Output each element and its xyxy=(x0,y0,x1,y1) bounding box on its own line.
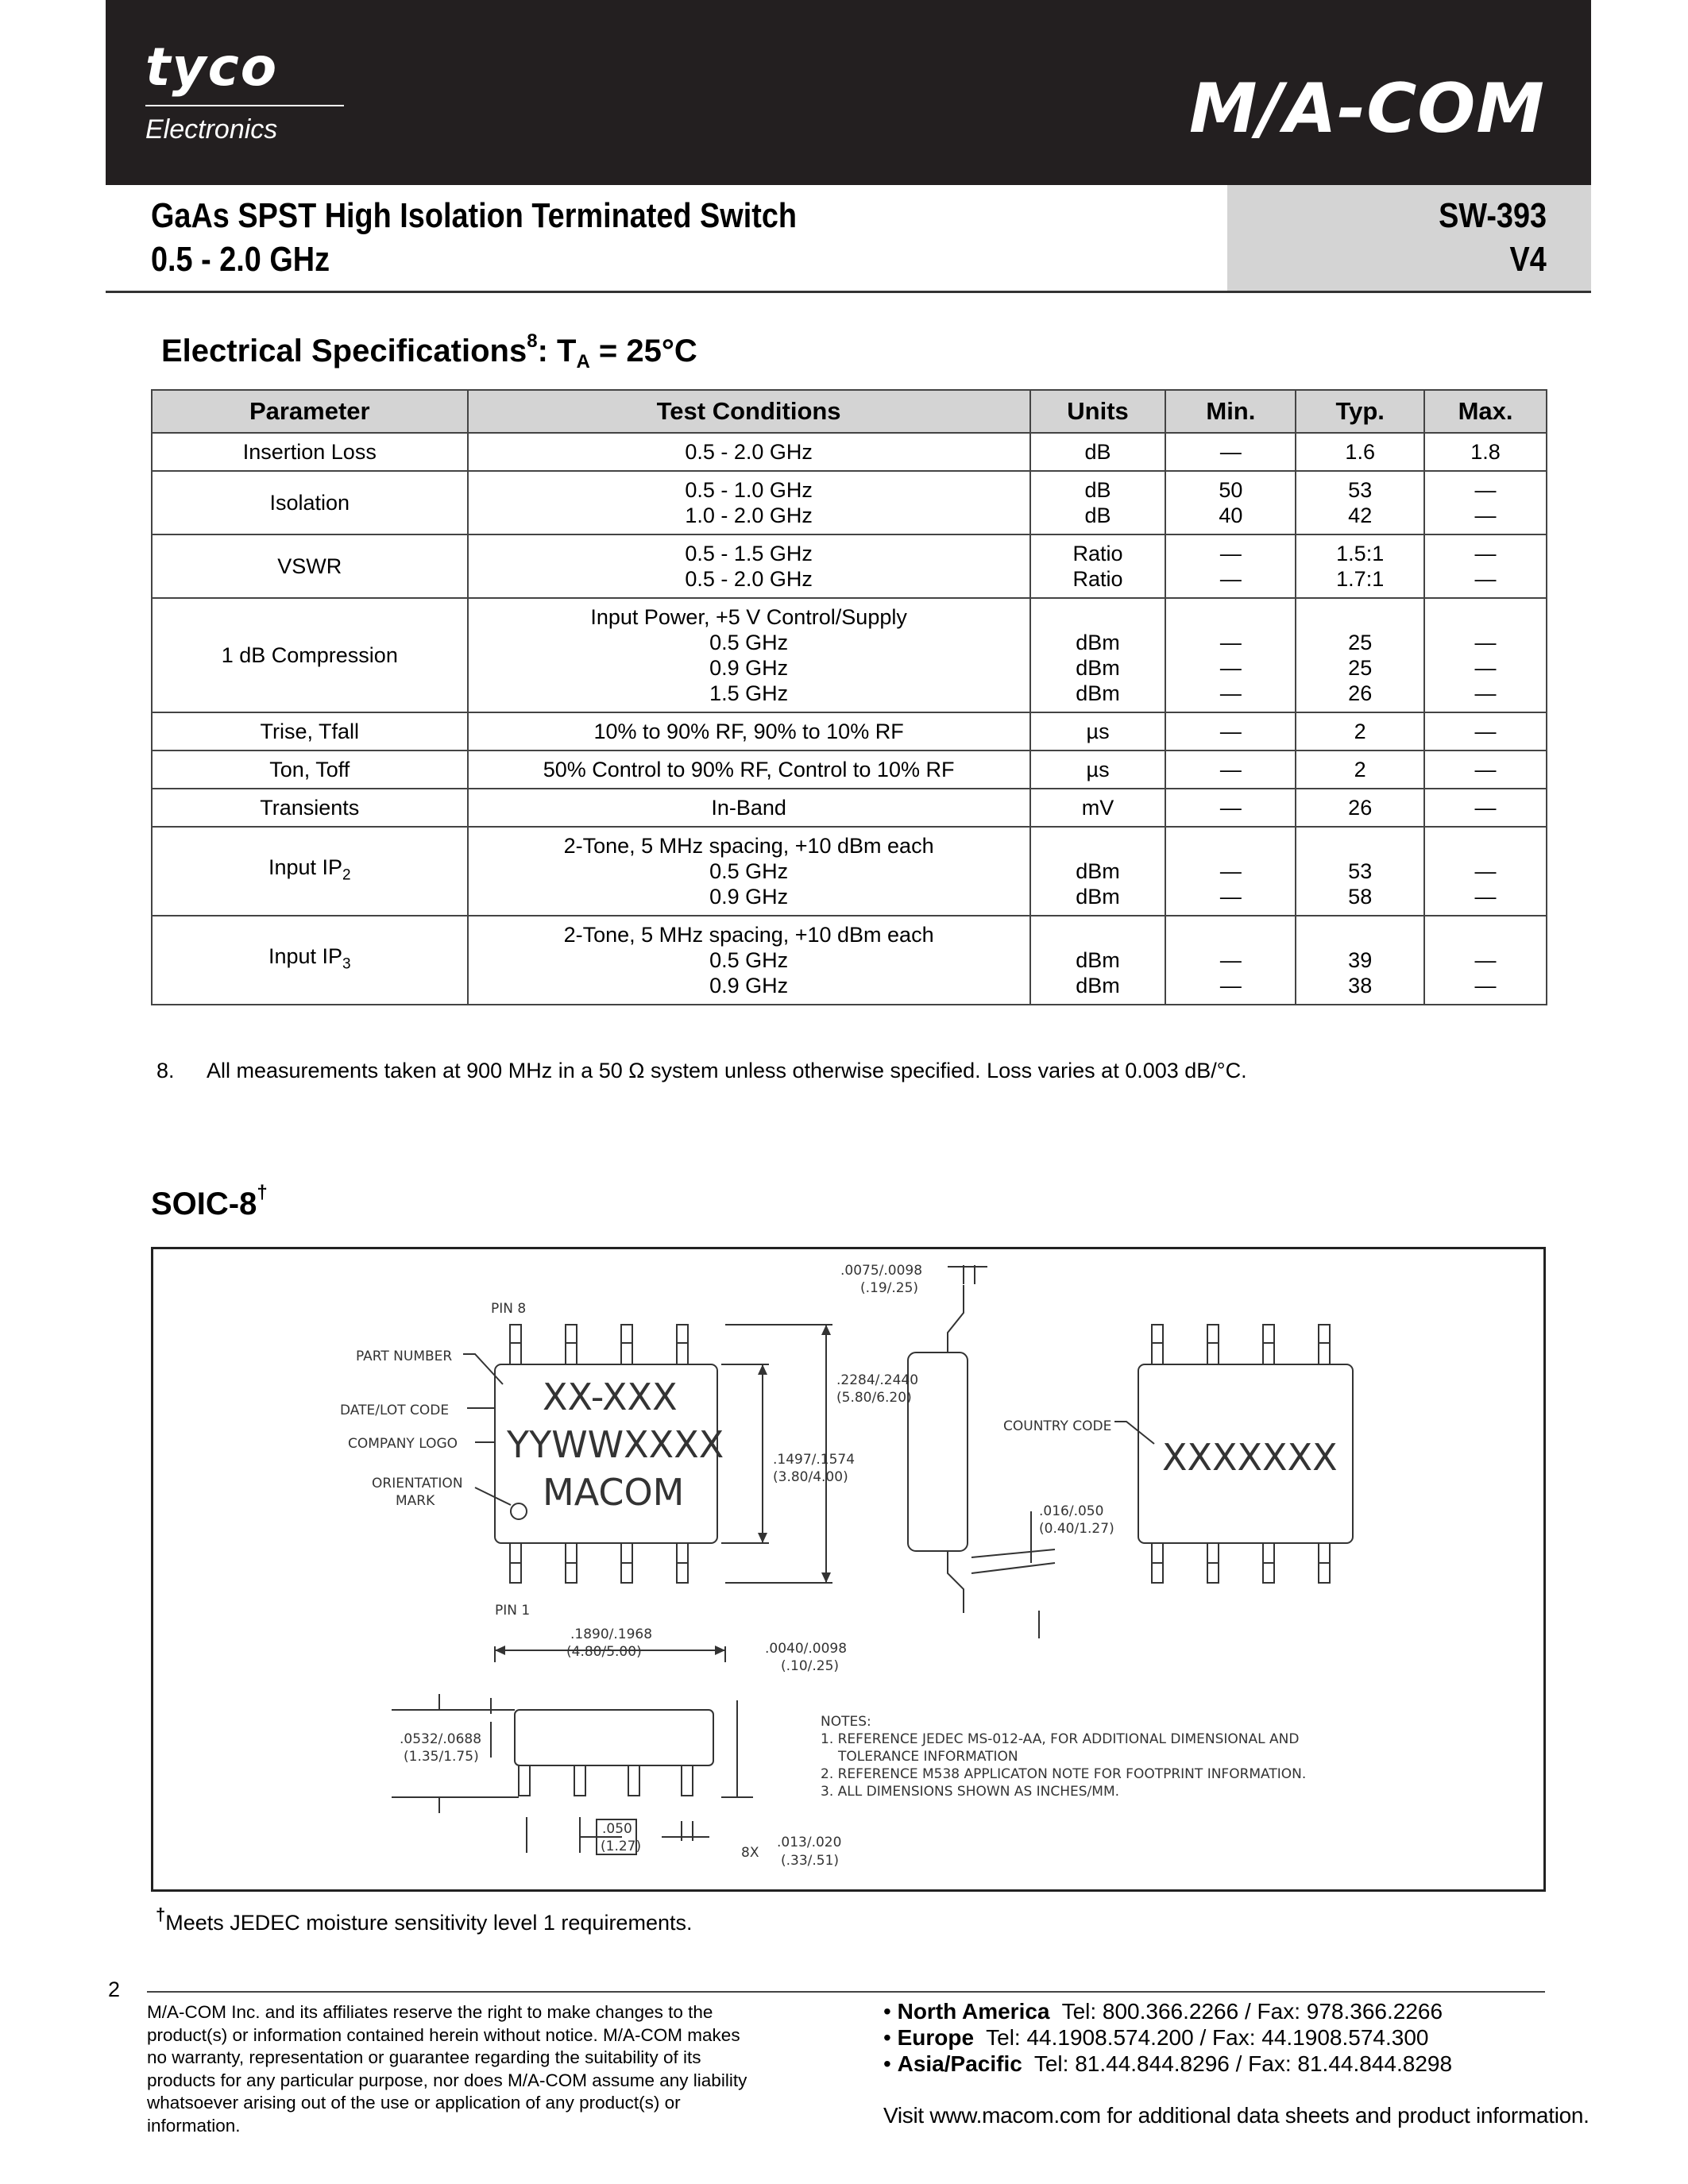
note-2: 2. REFERENCE M538 APPLICATON NOTE FOR FOOTPRINT INFORMATION. xyxy=(821,1766,1307,1782)
spec-units: µs xyxy=(1030,712,1166,751)
note-1-cont: TOLERANCE INFORMATION xyxy=(838,1749,1018,1765)
region-europe: • Europe Tel: 44.1908.574.200 / Fax: 44.1908.574.300 xyxy=(883,2025,1429,2050)
spec-units: µs xyxy=(1030,751,1166,789)
spec-cond: 10% to 90% RF, 90% to 10% RF xyxy=(468,712,1030,751)
spec-typ: 2 xyxy=(1296,712,1424,751)
date-lot-label: DATE/LOT CODE xyxy=(340,1403,450,1418)
dim-standoff-mm: (.10/.25) xyxy=(781,1658,840,1674)
spec-max: — xyxy=(1424,789,1547,827)
spec-parameter: 1 dB Compression xyxy=(152,598,468,712)
dim-lead-thk-in: .0075/.0098 xyxy=(840,1263,923,1279)
spec-cond: Input Power, +5 V Control/Supply 0.5 GHz 0.9 GHz 1.5 GHz xyxy=(468,598,1030,712)
spec-table xyxy=(151,389,1547,1005)
spec-units: dB dB xyxy=(1030,471,1166,534)
orientation-label: ORIENTATION xyxy=(372,1476,463,1491)
spec-min: — xyxy=(1165,433,1296,471)
spec-typ: 2 xyxy=(1296,751,1424,789)
spec-parameter: VSWR xyxy=(152,534,468,598)
package-drawing xyxy=(151,1247,1546,1892)
orientation-mark xyxy=(511,1503,527,1519)
spec-max: — — xyxy=(1424,827,1547,916)
dim-pitch-in: .050 xyxy=(602,1821,632,1837)
spec-units: Ratio Ratio xyxy=(1030,534,1166,598)
pin1-label: PIN 1 xyxy=(495,1603,531,1619)
footnote-number: 8. xyxy=(156,1059,175,1082)
marking-date-lot: YYWWXXXX xyxy=(507,1423,724,1466)
heading-footnote-ref: 8 xyxy=(527,330,538,352)
package-outline-drawing xyxy=(153,1249,1543,1889)
dagger-mark: † xyxy=(257,1182,268,1203)
spec-typ: 53 58 xyxy=(1296,827,1424,916)
col-header: Typ. xyxy=(1296,390,1424,433)
spec-row xyxy=(152,916,1547,1005)
dim-span-in: .2284/.2440 xyxy=(836,1372,919,1388)
dim-lead-w-in: .013/.020 xyxy=(777,1835,842,1850)
spec-min: — — xyxy=(1165,534,1296,598)
spec-max: 1.8 xyxy=(1424,433,1547,471)
eight-x-label: 8X xyxy=(741,1845,759,1861)
spec-min: — xyxy=(1165,789,1296,827)
spec-heading: Electrical Specifications$^8$: $T_A = 25^\circ C$ xyxy=(161,330,697,372)
spec-units: dBm dBm xyxy=(1030,827,1166,916)
spec-typ: 25 25 26 xyxy=(1296,598,1424,712)
spec-row xyxy=(152,471,1547,534)
note-1: 1. REFERENCE JEDEC MS-012-AA, FOR ADDITIONAL DIMENSIONAL AND xyxy=(821,1731,1300,1747)
part-number-label: PART NUMBER xyxy=(356,1349,453,1364)
tyco-rule xyxy=(145,105,344,106)
spec-min: — xyxy=(1165,712,1296,751)
spec-cond: 50% Control to 90% RF, Control to 10% RF xyxy=(468,751,1030,789)
spec-max: — — — xyxy=(1424,598,1547,712)
title-divider xyxy=(106,291,1591,293)
spec-cond: In-Band xyxy=(468,789,1030,827)
country-code-label: COUNTRY CODE xyxy=(1003,1418,1112,1434)
dim-lead-thk-mm: (.19/.25) xyxy=(860,1280,919,1296)
tyco-wordmark: tyco xyxy=(145,37,279,98)
spec-typ: 39 38 xyxy=(1296,916,1424,1005)
pin8-label: PIN 8 xyxy=(491,1301,527,1317)
company-logo-label: COMPANY LOGO xyxy=(348,1436,458,1452)
region-north-america: • North America Tel: 800.366.2266 / Fax: 978.366.2266 xyxy=(883,1999,1443,2024)
part-number: SW-393 xyxy=(1439,196,1547,235)
spec-typ: 1.6 xyxy=(1296,433,1424,471)
orientation-mark-label: MARK xyxy=(396,1493,435,1509)
spec-units: mV xyxy=(1030,789,1166,827)
col-header: Parameter xyxy=(152,390,468,433)
front-view-body xyxy=(515,1710,713,1765)
spec-parameter: Transients xyxy=(152,789,468,827)
spec-cond: 0.5 - 2.0 GHz xyxy=(468,433,1030,471)
spec-units: dBm dBm dBm xyxy=(1030,598,1166,712)
marking-part-number: XX-XXX xyxy=(543,1376,678,1418)
tyco-logo xyxy=(145,37,352,145)
dim-height-mm: (1.35/1.75) xyxy=(404,1749,479,1765)
spec-parameter: Isolation xyxy=(152,471,468,534)
spec-cond: 0.5 - 1.5 GHz 0.5 - 2.0 GHz xyxy=(468,534,1030,598)
marking-company: MACOM xyxy=(543,1471,685,1514)
macom-logo: M/A-COM xyxy=(1188,69,1545,149)
spec-max: — — xyxy=(1424,916,1547,1005)
dim-len-mm: (4.80/5.00) xyxy=(566,1644,642,1660)
frequency-range: 0.5 - 2.0 GHz xyxy=(151,240,330,279)
dim-span-mm: (5.80/6.20) xyxy=(836,1390,912,1406)
dim-height-in: .0532/.0688 xyxy=(400,1731,482,1747)
country-marking: XXXXXXX xyxy=(1162,1436,1338,1479)
dim-body-in: .1497/.1574 xyxy=(773,1452,856,1468)
dim-foot-in: .016/.050 xyxy=(1039,1503,1104,1519)
spec-typ: 53 42 xyxy=(1296,471,1424,534)
spec-row xyxy=(152,433,1547,471)
page-number: 2 xyxy=(108,1978,121,2001)
jedec-note: †Meets JEDEC moisture sensitivity level 1 requirements. xyxy=(156,1904,693,1935)
spec-min: — — xyxy=(1165,916,1296,1005)
spec-row xyxy=(152,534,1547,598)
document-title: GaAs SPST High Isolation Terminated Switch xyxy=(151,196,797,235)
spec-cond: 2-Tone, 5 MHz spacing, +10 dBm each 0.5 GHz 0.9 GHz xyxy=(468,827,1030,916)
dim-foot-mm: (0.40/1.27) xyxy=(1039,1521,1114,1537)
footnote-text: All measurements taken at 900 MHz in a 50 Ω system unless otherwise specified. Loss varies at 0.003 dB/°C. xyxy=(207,1059,1247,1082)
package-heading: SOIC-8† xyxy=(151,1182,268,1221)
spec-row xyxy=(152,789,1547,827)
regional-contacts xyxy=(883,1998,1452,2077)
spec-min: — xyxy=(1165,751,1296,789)
spec-row xyxy=(152,712,1547,751)
note-3: 3. ALL DIMENSIONS SHOWN AS INCHES/MM. xyxy=(821,1784,1120,1800)
tyco-subtitle: Electronics xyxy=(145,114,278,145)
spec-cond: 2-Tone, 5 MHz spacing, +10 dBm each 0.5 GHz 0.9 GHz xyxy=(468,916,1030,1005)
footer-divider xyxy=(147,1991,1545,1993)
spec-row xyxy=(152,598,1547,712)
spec-parameter: Ton, Toff xyxy=(152,751,468,789)
dim-len-in: .1890/.1968 xyxy=(570,1626,653,1642)
dim-standoff-in: .0040/.0098 xyxy=(765,1641,848,1657)
col-header: Units xyxy=(1030,390,1166,433)
spec-max: — — xyxy=(1424,471,1547,534)
visit-website-link[interactable]: Visit www.macom.com for additional data sheets and product information. xyxy=(883,2103,1590,2128)
document-version: V4 xyxy=(1509,240,1547,279)
dim-body-mm: (3.80/4.00) xyxy=(773,1469,848,1485)
spec-min: — — xyxy=(1165,827,1296,916)
notes-title: NOTES: xyxy=(821,1714,871,1730)
spec-cond: 0.5 - 1.0 GHz 1.0 - 2.0 GHz xyxy=(468,471,1030,534)
spec-min: — — — xyxy=(1165,598,1296,712)
dim-pitch-mm: (1.27) xyxy=(601,1839,642,1854)
spec-parameter: Insertion Loss xyxy=(152,433,468,471)
spec-typ: 1.5:1 1.7:1 xyxy=(1296,534,1424,598)
spec-max: — — xyxy=(1424,534,1547,598)
spec-row xyxy=(152,751,1547,789)
spec-max: — xyxy=(1424,751,1547,789)
region-asia-pacific: • Asia/Pacific Tel: 81.44.844.8296 / Fax: 81.44.844.8298 xyxy=(883,2051,1453,2076)
spec-max: — xyxy=(1424,712,1547,751)
spec-row xyxy=(152,827,1547,916)
spec-typ: 26 xyxy=(1296,789,1424,827)
spec-units: dB xyxy=(1030,433,1166,471)
spec-parameter: Trise, Tfall xyxy=(152,712,468,751)
spec-parameter: Input $IP_2$ xyxy=(152,827,468,916)
spec-min: 50 40 xyxy=(1165,471,1296,534)
dim-lead-w-mm: (.33/.51) xyxy=(781,1853,840,1869)
spec-units: dBm dBm xyxy=(1030,916,1166,1005)
col-header: Test Conditions xyxy=(468,390,1030,433)
spec-table-header xyxy=(152,390,1547,433)
col-header: Min. xyxy=(1165,390,1296,433)
col-header: Max. xyxy=(1424,390,1547,433)
spec-parameter: Input $IP_3$ xyxy=(152,916,468,1005)
disclaimer: M/A-COM Inc. and its affiliates reserve the right to make changes to the product(s) or information contained herein without notice. M/A-COM makes no warranty, representation or guarantee regarding the suitability of its products for any particular purpose, nor does M/A-COM assume any liability whatsoever arising out of the use or application of any product(s) or information. xyxy=(147,2002,747,2136)
